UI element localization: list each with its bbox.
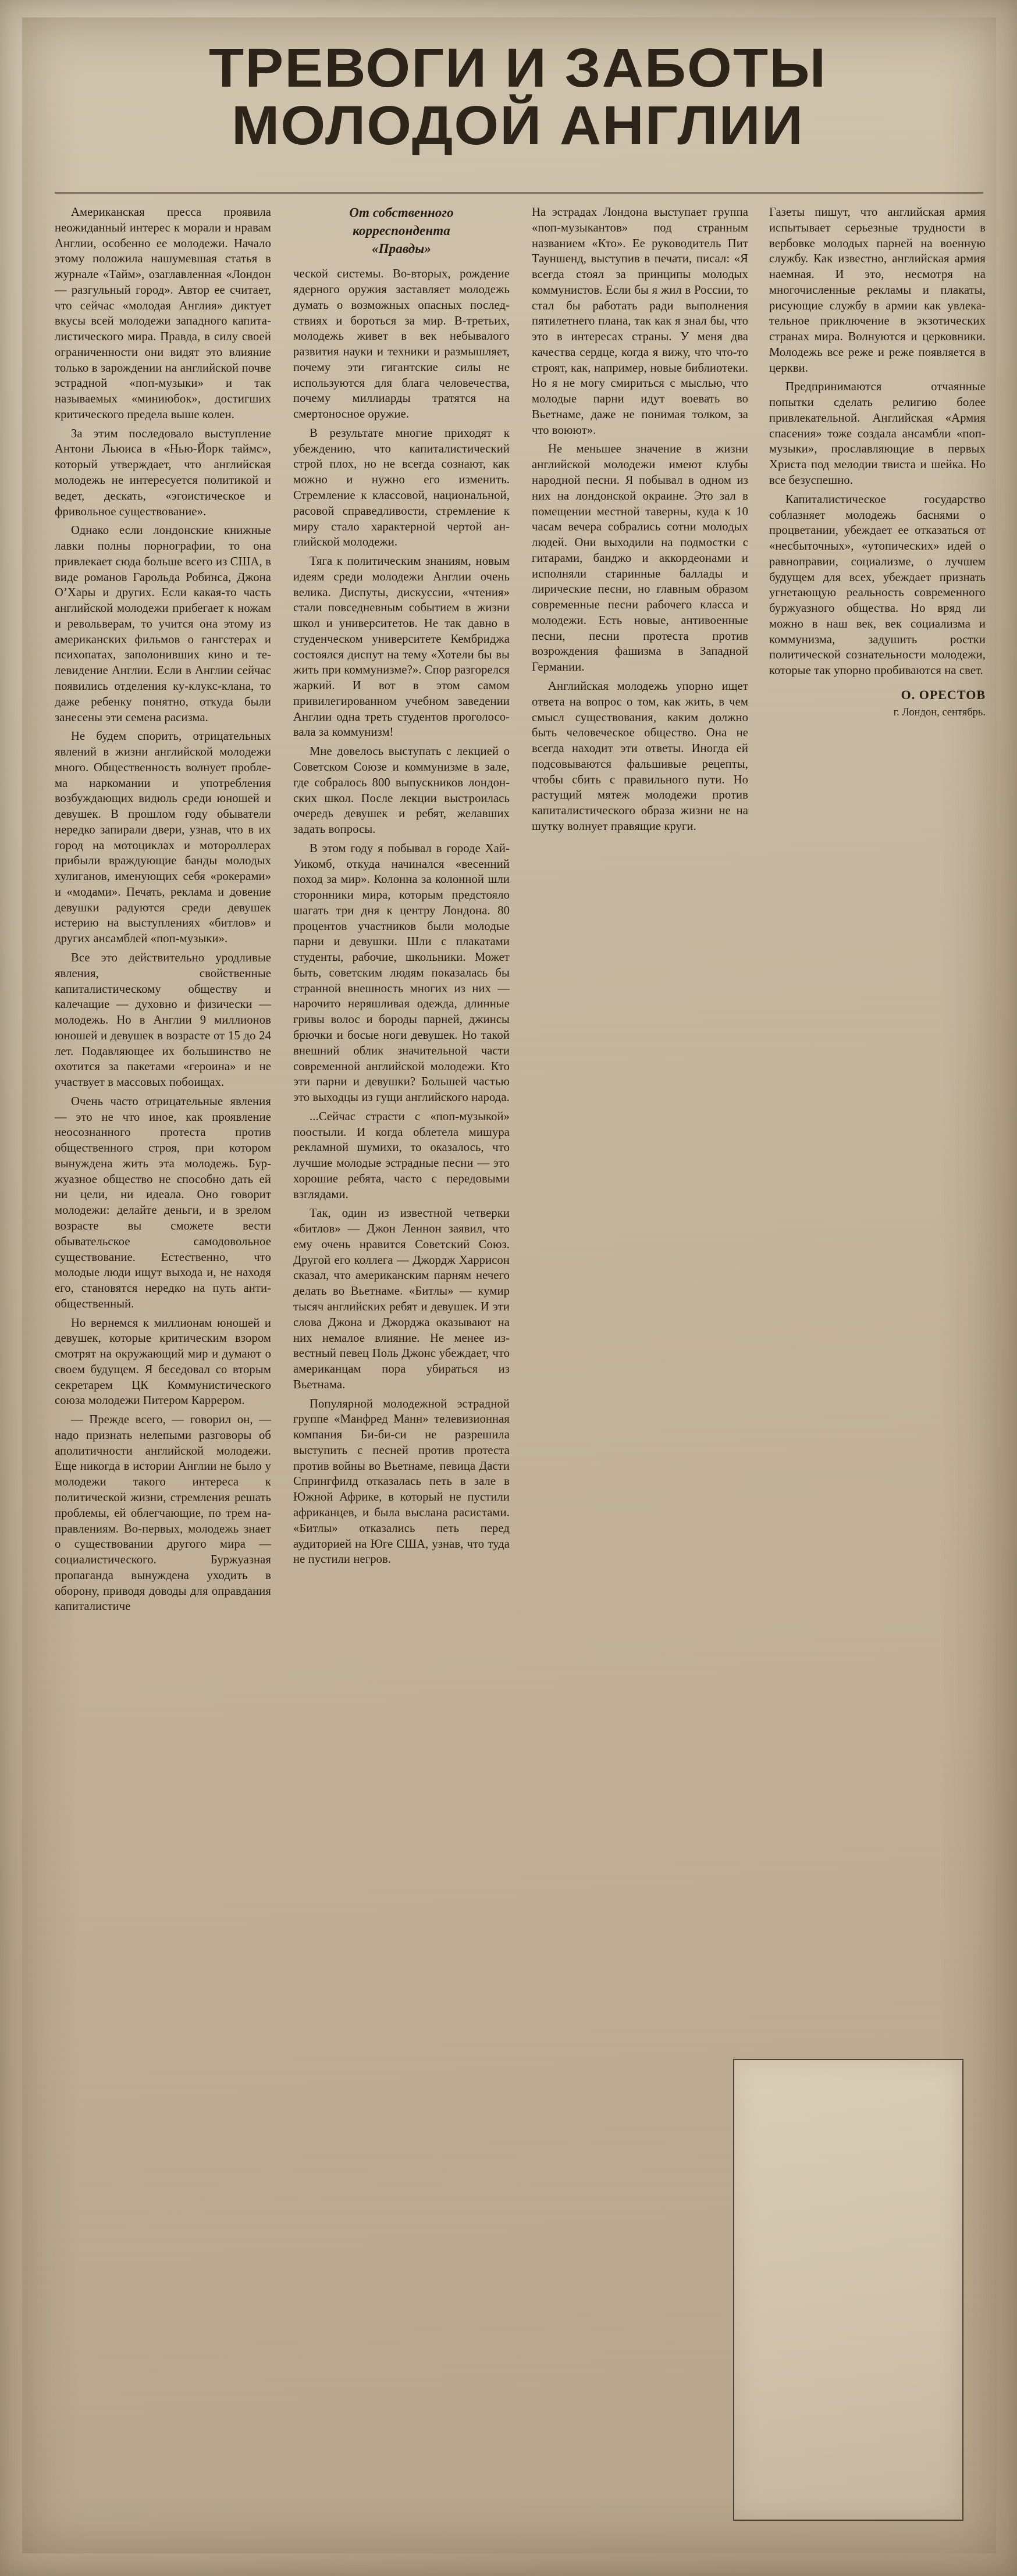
paragraph: Капиталистическое государство соблазняет молодежь баснями о процветании, убеждает ее отказаться от «несбыточных», «утопических» идей о равноправии, социализме, о лучшем будущем для всех, убеждает признать угнетающую реальность современного буржуазного общества. Но вряд ли можно в наш век, век социализма и коммунизма, задушить ростки политической сознательности молодежи, которые так упорно пробиваются на свет. [769,493,986,678]
paragraph: Тяга к политическим знаниям, новым идеям среди молодежи Англии очень велика. Диспуты, дискуссии, «чтения» стали повседневным событием в жизни школ и университетов. Не так давно в студенческом университете Кембриджа состоялся диспут на тему «Хотели бы вы жить при коммунизме?». Спор разгорелся жаркий. И вот в этом самом привилегированном учебном заведении Англии одна треть студентов проголосовала за коммунизм! [293,555,510,739]
headline-line-1: ТРЕВОГИ И ЗАБОТЫ [208,37,827,99]
paragraph: Не будем спорить, отрицательных явлений в жизни английской молодежи много. Общественность волнует проблема наркомании и употребления возбуждающих видюль среди юношей и девушек. В прошлом году обыватели нередко запирали двери, узнав, что в их город на мотоциклах и мотороллерах прибыли враждующие банды молодых хулиганов, именующих себя «рокерами» и «модами». Печать, реклама и довение девушки радуются среди девушек истерию на выступлениях «битлов» и других ансамблей «поп-музыки». [55,730,271,946]
paragraph: ...Сейчас страсти с «поп-музыкой» поостыли. И когда облетела мишура рекламной шумихи, то оказалось, что лучшие молодые эстрадные песни — это хорошие ребята, часто с передовыми взглядами. [293,1110,510,1201]
byline-line-1: От собственного [349,205,454,220]
paragraph: Не меньшее значение в жизни английской молодежи имеют клубы народной песни. Я побывал в одном из них на лондонской окраине. Это зал в помещении местной таверны, куда к 10 часам вечера собрались сотни молодых людей. Они выходили на подмостки с гитарами, банджо и аккордеонами и исполняли старинные баллады и лирические песни, но главным образом современные песни рабочего класса и молодежи. Есть новые, антивоенные песни, песни протеста против возрождения фашизма в Западной Германии. [532,443,748,674]
headline-line-2: МОЛОДОЙ АНГЛИИ [231,94,804,156]
paragraph: Газеты пишут, что английская армия испытывает серьезные трудности в вербовке молодых парней на военную службу. Как известно, английская армия наемная. И это, несмотря на многочисленные рекламы и плакаты, рисующие службу в армии как увлекательное приключение в экзотических странах мира. Волнуются и церковники. Молодежь все реже и реже появляется в церкви. [769,206,986,375]
paragraph: ческой системы. Во-вторых, рождение ядерного оружия заставляет молодежь думать о возможных опасных последствиях и бороться за мир. В-третьих, молодежь живет в век небывалого развития науки и техники и размышляет, почему эти гигантские силы не используются для блага человечества, почему миллиарды тратятся на смертоносное оружие. [293,268,510,421]
page-title [52,37,983,156]
paragraph: Но вернемся к миллионам юношей и девушек, которые критическим взором смотрят на окружающий мир и думают о своем будущем. Я беседовал со вторым секретарем ЦК Коммунистического союза молодежи Питером Каррером. [55,1316,271,1408]
paragraph: Так, один из известной четверки «битлов» — Джон Леннон заявил, что ему очень нравится Советский Союз. Другой его коллега — Джордж Харрисон сказал, что американским парням нечего делать во Вьетнаме. «Битлы» — кумир тысяч английских ребят и девушек. И эти слова Джона и Джорджа оказывают на них немалое влияние. Не менее известный певец Поль Джонс убеждает, что американцам пора убираться из Вьетнама. [293,1207,510,1391]
paragraph: В результате многие приходят к убеждению, что капиталистический строй плох, но не всегда сознают, как можно и нужно его изменить. Стремление к классовой, национальной, расовой справедливости, стремление к миру стало характерной чертой английской молодежи. [293,426,510,549]
article-signature [769,687,986,719]
byline-line-2: корреспондента [353,223,450,238]
paragraph: Предпринимаются отчаянные попытки сделать религию более привлекательной. Английская «Армия спасения» тоже создала ансамбли «поп-музыки», прославляющие в первых Христа под мелодии твиста и шейка. Но все безуспешно. [769,380,986,487]
article-column-1 [55,205,271,1618]
byline [293,205,510,257]
paragraph: Однако если лондонские книжные лавки полны порнографии, то она привлекает сюда больше всего из США, в виде романов Гарольда Робинса, Джона О’Хары и других. Если какая-то часть английской молодежи прибегает к ножам и револьверам, то учится она этому из американских фильмов о гангстерах и психопатах, заполонивших кино и телевидение Англии. Если в Англии сейчас появились отделения ку-клукс-клана, то даже ребенку понятно, откуда были занесены эти семена расизма. [55,524,271,724]
dateline: г. Лондон, сентябрь. [893,706,986,718]
headline-divider [55,192,983,194]
paragraph: Английская молодежь упорно ищет ответа на вопрос о том, как жить, в чем смысл существования, каким должно быть человеческое общество. Она не всегда находит эти ответы. Иногда ей подсовываются фальшивые рецепты, чтобы сбить с правильного пути. Но растущий мятеж молодежи против капиталистического образа жизни не на шутку волнует правящие круги. [532,679,748,833]
photo-placeholder [733,2059,963,2521]
paragraph: Американская пресса проявила неожиданный интерес к морали и нравам Англии, особенно ее молодежи. Начало этому положила нашумевшая статья в журнале «Тайм», озаглавленная «Лондон — разгульный город». Автор ее считает, что сейчас «молодая Англия» диктует вкусы всей молодежи западного капиталистического мира. Правда, в силу своей ограниченности они видят это влияние только в зарождении на английской почве эстрадной «поп-музыки» и так называемых «миниюбок», достигших критического предела выше колен. [55,206,271,421]
article-column-3 [532,205,748,838]
paragraph: Очень часто отрицательные явления — это не что иное, как проявление неосознанного протеста против общественного строя, при котором вынуждена жить эта молодежь. Буржуазное общество не способно дать ей ни цели, ни идеала. Оно говорит молодежи: делайте деньги, и в зрелом возрасте вы сможете вести обывательское самодовольное существование. Естественно, что молодые люди ищут выхода и, не находя его, становятся нередко на путь антиобщественный. [55,1095,271,1310]
article-column-4 [769,205,986,719]
byline-line-3: «Правды» [372,241,431,256]
paragraph: В этом году я побывал в городе Хай-Уикомб, откуда начинался «весенний поход за мир». Колонна за колонной шли сторонники мира, которым предстояло шагать три дня к центру Лондона. 80 процентов участников были молодые парни и девушки. Шли с плакатами студенты, рабочие, школьники. Может быть, советским людям показалась бы странной внешность многих из них — нарочито неряшливая одежда, длинные гривы волос и бороды парней, джинсы брючки и босые ноги девушек. Но такой внешний облик значительной части современной английской молодежи. Кто эти парни и девушки? Большей частью это выходцы из гущи английского народа. [293,842,510,1104]
paragraph: Мне довелось выступать с лекцией о Советском Союзе и коммунизме в зале, где собралось 800 выпускников лондонских школ. После лекции выстроилась очередь девушек и ребят, желавших задать вопросы. [293,745,510,836]
author-name: О. ОРЕСТОВ [901,687,986,702]
paragraph: — Прежде всего, — говорил он, — надо признать нелепыми разговоры об аполитичности английской молодежи. Еще никогда в истории Англии не было у молодежи такого интереса к политической жизни, стремления решать проблемы, ей облегчающие, по трем направлениям. Во-первых, молодежь знает о существовании другого мира — социалистического. Буржуазная пропаганда вынуждена уходить в оборону, приводя доводы для оправдания капиталистиче [55,1413,271,1613]
paragraph: Популярной молодежной эстрадной группе «Манфред Манн» телевизионная компания Би-би-си не разрешила выступить с песней против протеста против войны во Вьетнаме, певица Дасти Спрингфилд отказалась петь в зале в Южной Африке, в который не пустили африканцев, и была выслана расистами. «Битлы» отказались петь перед аудиторией на Юге США, узнав, что туда не пустили негров. [293,1397,510,1566]
article-column-2 [293,205,510,1571]
paragraph: Все это действительно уродливые явления, свойственные капиталистическому обществу и калечащие — духовно и физически — молодежь. Но в Англии 9 миллионов юношей и девушек в возрасте от 15 до 24 лет. Подавляющее их большинство не охотится за пакетами «героина» и не участвует в массовых побоищах. [55,951,271,1089]
newspaper-sheet [22,17,996,2553]
paragraph: На эстрадах Лондона выступает группа «поп-музыкантов» под странным названием «Кто». Ее руководитель Пит Тауншенд, выступив в печати, писал: «Я всегда стоял за принципы молодых коммунистов. Если бы я жил в России, то стал бы работать ради выполнения пятилетнего плана, так как я знал бы, что это в интересах страны. У меня два качества сердце, когда я вижу, что что-то строят, как, например, новые библиотеки. Но я не могу смириться с мыслью, что молодые парни идут воевать во Вьетнаме, даже не понимая толком, за что воюют». [532,206,748,437]
paragraph: За этим последовало выступление Антони Льюиса в «Нью-Йорк таймс», который утверждает, что английская молодежь не интересуется политикой и ведет, дескать, «эгоистическое и фривольное существование». [55,427,271,518]
